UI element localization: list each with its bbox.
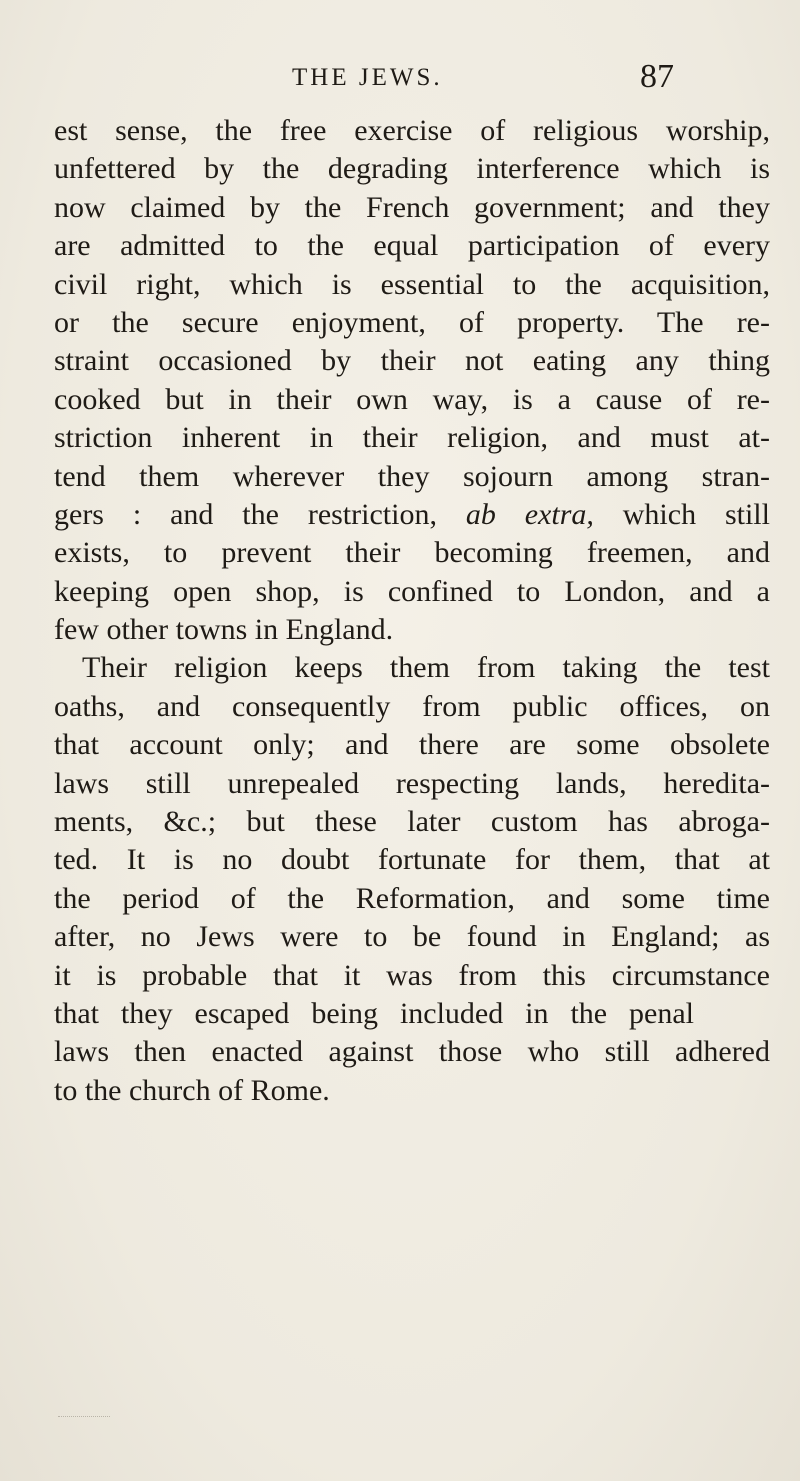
text-line: it is probable that it was from this circumstance	[54, 958, 770, 992]
text-line: laws then enacted against those who still adhered	[54, 1035, 770, 1069]
paragraph-start-line: Their religion keeps them from taking the test	[82, 651, 770, 685]
running-title: THE JEWS.	[292, 64, 443, 91]
text-line: striction inherent in their religion, and must at-	[54, 421, 770, 455]
page-header	[0, 60, 800, 100]
text-line: ments, &c.; but these later custom has abroga-	[54, 805, 770, 839]
text-line: to the church of Rome.	[54, 1073, 330, 1107]
text-line: after, no Jews were to be found in England; as	[54, 920, 770, 954]
text-line: that account only; and there are some obsolete	[54, 728, 770, 762]
text-line-with-italic	[54, 496, 770, 534]
page-number: 87	[640, 58, 674, 95]
ink-smudge	[58, 1406, 110, 1417]
text-line-start: gers : and the restriction,	[54, 497, 466, 531]
text-line: few other towns in England.	[54, 613, 394, 647]
text-line: that they escaped being included in the penal	[54, 996, 694, 1030]
text-line: tend them wherever they sojourn among stran-	[54, 459, 770, 493]
italic-phrase: ab extra,	[465, 497, 594, 531]
body-text	[54, 112, 770, 1110]
text-line: est sense, the free exercise of religious worship,	[54, 114, 770, 147]
text-line: or the secure enjoyment, of property. The re-	[54, 305, 770, 339]
text-line: civil right, which is essential to the acquisition,	[54, 267, 770, 301]
text-line-end: which still	[593, 497, 770, 531]
text-line: straint occasioned by their not eating any thing	[54, 344, 770, 378]
text-line: the period of the Reformation, and some time	[54, 881, 770, 915]
text-line: oaths, and consequently from public offices, on	[54, 689, 770, 723]
text-line: keeping open shop, is confined to London, and a	[54, 574, 770, 608]
text-line: are admitted to the equal participation of every	[54, 229, 770, 263]
text-line: ted. It is no doubt fortunate for them, that at	[54, 843, 770, 877]
text-line: now claimed by the French government; and they	[54, 190, 770, 224]
text-line: unfettered by the degrading interference which is	[54, 152, 770, 186]
text-line: exists, to prevent their becoming freemen, and	[54, 536, 770, 570]
text-line: cooked but in their own way, is a cause of re-	[54, 382, 770, 416]
text-line: laws still unrepealed respecting lands, heredita-	[54, 766, 770, 800]
